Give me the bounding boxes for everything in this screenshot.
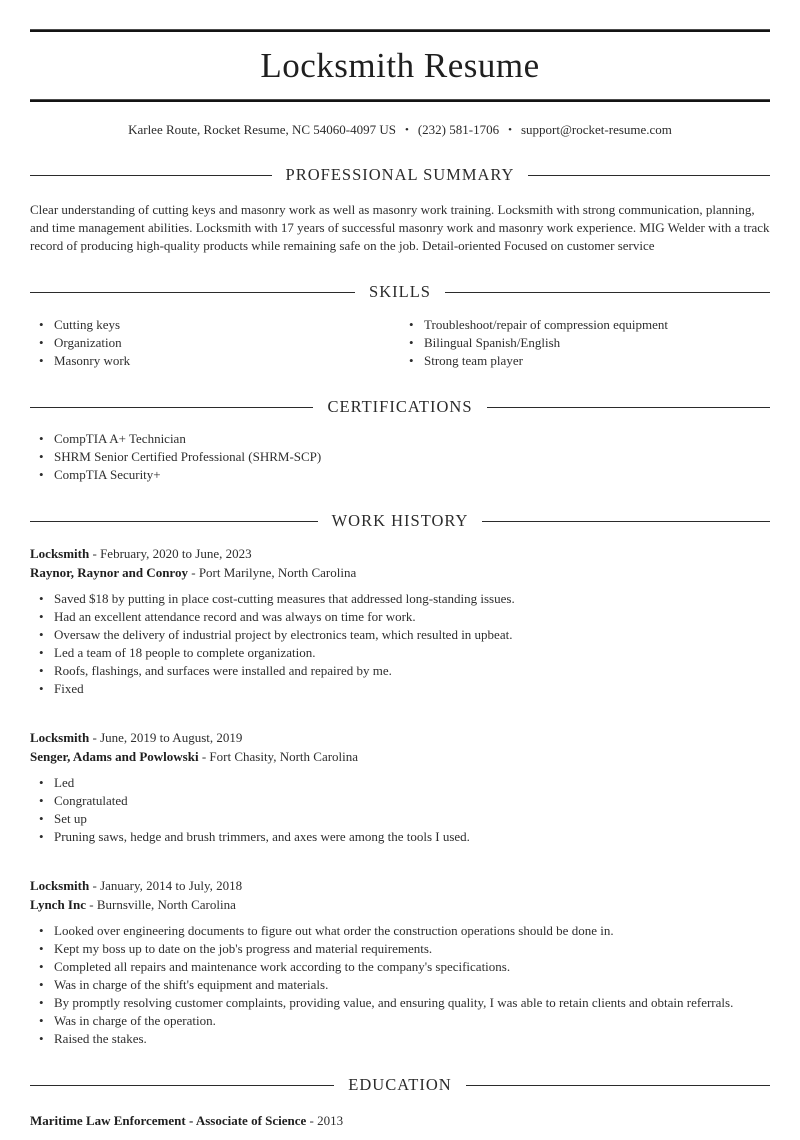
job-bullet: • Was in charge of the operation. [30, 1012, 770, 1030]
skills-column-right [400, 316, 770, 370]
list-item: • Organization [30, 334, 400, 352]
list-item: • Cutting keys [30, 316, 400, 334]
job-title: Locksmith [30, 878, 90, 893]
skills-columns [30, 316, 770, 370]
skills-list-left [30, 316, 400, 370]
top-rule [30, 29, 770, 32]
list-item: • Troubleshoot/repair of compression equipment [400, 316, 770, 334]
job-bullet: • Raised the stakes. [30, 1030, 770, 1048]
separator-dash: - [198, 749, 210, 764]
education-entry [30, 1111, 770, 1130]
education-year: 2013 [317, 1113, 344, 1128]
job-bullet: • Roofs, flashings, and surfaces were installed and repaired by me. [30, 662, 770, 680]
job-location: Burnsville, North Carolina [96, 897, 236, 912]
section-header-work-history [30, 511, 770, 531]
job-title-line [30, 876, 770, 895]
section-rule-right [528, 175, 770, 176]
resume-title: Locksmith Resume [260, 46, 540, 85]
separator-dash: - [89, 878, 101, 893]
work-history-jobs [30, 544, 770, 1048]
list-item: • CompTIA A+ Technician [30, 430, 770, 448]
separator-dash: - [89, 546, 101, 561]
section-rule-right [466, 1085, 770, 1086]
list-item: • SHRM Senior Certified Professional (SHRM-SCP) [30, 448, 770, 466]
job-company-line [30, 747, 770, 766]
job-company-line [30, 895, 770, 914]
contact-separator-dot: • [404, 124, 409, 136]
job-bullet: • Completed all repairs and maintenance work according to the company's specifications. [30, 958, 770, 976]
job-bullet: • Led a team of 18 people to complete organization. [30, 644, 770, 662]
job-bullet: • Fixed [30, 680, 770, 698]
skills-column-left [30, 316, 400, 370]
contact-line [30, 122, 770, 138]
section-rule-left [30, 521, 318, 522]
job-bullet: • Saved $18 by putting in place cost-cutting measures that addressed long-standing issues. [30, 590, 770, 608]
job-bullet: • By promptly resolving customer complaints, providing value, and ensuring quality, I was able to retain clients and obtain referrals. [30, 994, 770, 1012]
education-degree: Maritime Law Enforcement - Associate of Science [30, 1113, 307, 1128]
job-bullet: • Was in charge of the shift's equipment and materials. [30, 976, 770, 994]
section-header-professional-summary [30, 165, 770, 185]
section-title: EDUCATION [348, 1075, 452, 1094]
job-entry [30, 876, 770, 1048]
job-bullet: • Led [30, 774, 770, 792]
section-rule-left [30, 407, 313, 408]
section-title: WORK HISTORY [331, 511, 469, 530]
job-entry [30, 544, 770, 698]
job-title: Locksmith [30, 730, 90, 745]
skills-list-right [400, 316, 770, 370]
job-bullet: • Had an excellent attendance record and was always on time for work. [30, 608, 770, 626]
section-rule-right [445, 292, 770, 293]
separator-dash: - [187, 565, 199, 580]
job-bullet: • Kept my boss up to date on the job's progress and material requirements. [30, 940, 770, 958]
job-location: Port Marilyne, North Carolina [198, 565, 357, 580]
section-title: SKILLS [369, 282, 431, 301]
job-title: Locksmith [30, 546, 90, 561]
job-bullet-list [30, 590, 770, 698]
list-item: • CompTIA Security+ [30, 466, 770, 484]
job-bullet: • Oversaw the delivery of industrial project by electronics team, which resulted in upbeat. [30, 626, 770, 644]
professional-summary-text: Clear understanding of cutting keys and masonry work as well as masonry work training. Locksmith with strong communication, planning, and time management abilities. Locksmith with 17 years of successful masonry work and masonry work experience. MIG Welder with a track record of producing high-quality products while remaining safe on the job. Detail-oriented Focused on customer service [30, 202, 770, 253]
job-entry [30, 728, 770, 846]
section-rule-left [30, 1085, 334, 1086]
section-rule-left [30, 175, 272, 176]
job-title-line [30, 544, 770, 563]
separator-dash: - [306, 1113, 318, 1128]
list-item: • Strong team player [400, 352, 770, 370]
job-dates: January, 2014 to July, 2018 [100, 878, 243, 893]
section-title: CERTIFICATIONS [327, 397, 473, 416]
section-title: PROFESSIONAL SUMMARY [285, 165, 515, 184]
title-bottom-rule [30, 99, 770, 102]
job-bullet: • Set up [30, 810, 770, 828]
contact-email: support@rocket-resume.com [520, 122, 672, 137]
job-dates: June, 2019 to August, 2019 [100, 730, 243, 745]
section-rule-right [482, 521, 770, 522]
job-title-line [30, 728, 770, 747]
section-rule-right [487, 407, 770, 408]
job-bullet: • Pruning saws, hedge and brush trimmers, and axes were among the tools I used. [30, 828, 770, 846]
job-bullet-list [30, 922, 770, 1048]
job-company-line [30, 563, 770, 582]
job-dates: February, 2020 to June, 2023 [100, 546, 252, 561]
job-bullet-list [30, 774, 770, 846]
separator-dash: - [86, 897, 97, 912]
job-bullet: • Looked over engineering documents to figure out what order the construction operations should be done in. [30, 922, 770, 940]
contact-separator-dot: • [508, 124, 512, 136]
section-header-certifications [30, 397, 770, 417]
section-header-education [30, 1075, 770, 1095]
list-item: • Bilingual Spanish/English [400, 334, 770, 352]
contact-address: Karlee Route, Rocket Resume, NC 54060-4097 US [128, 122, 396, 137]
section-header-skills [30, 282, 770, 302]
section-rule-left [30, 292, 355, 293]
job-location: Fort Chasity, North Carolina [209, 749, 359, 764]
contact-phone: (232) 581-1706 [417, 122, 500, 137]
job-company: Raynor, Raynor and Conroy [30, 565, 188, 580]
job-bullet: • Congratulated [30, 792, 770, 810]
list-item: • Masonry work [30, 352, 400, 370]
certifications-list [30, 430, 770, 484]
separator-dash: - [89, 730, 101, 745]
job-company: Senger, Adams and Powlowski [30, 749, 199, 764]
job-company: Lynch Inc [30, 897, 86, 912]
